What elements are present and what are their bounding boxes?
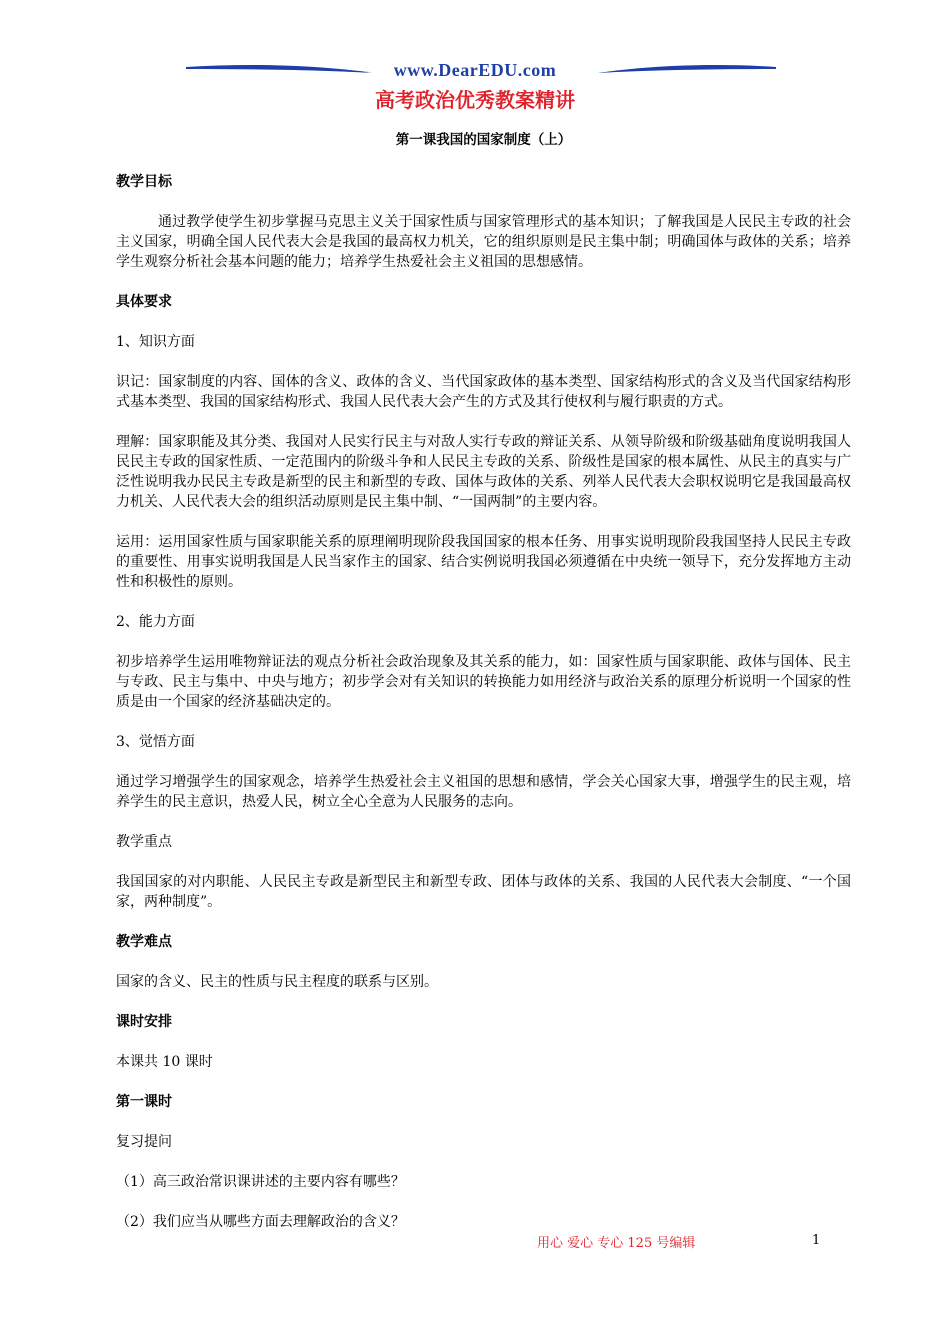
lesson1-heading: 第一课时 bbox=[116, 1094, 172, 1110]
requirements-heading: 具体要求 bbox=[116, 294, 172, 310]
lesson-title: 第一课我国的国家制度（上） bbox=[395, 132, 572, 148]
knowledge-understand-paragraph: 理解：国家职能及其分类、我国对人民实行民主与对敌人实行专政的辩证关系、从领导阶级和阶级基础角度说明我国人民民主专政的国家性质、一定范围内的阶级斗争和人民民主专政的关系、阶级性是国家的根本属性、从民主的真实与广泛性说明我办民民主专政是新型的民主和新型的专政、国体与政体的关系、列举人民代表大会职权说明它是我国最高权力机关、人民代表大会的组织活动原则是民主集中制、“一国两制”的主要内容。 bbox=[116, 434, 851, 510]
goals-paragraph: 通过教学使学生初步掌握马克思主义关于国家性质与国家管理形式的基本知识；了解我国是人民民主专政的社会主义国家，明确全国人民代表大会是我国的最高权力机关，它的组织原则是民主集中制；明确国体与政体的关系；培养学生观察分析社会基本问题的能力；培养学生热爱社会主义祖国的思想感情。 bbox=[116, 214, 851, 270]
document-body bbox=[116, 128, 851, 1252]
knowledge-heading: 1、知识方面 bbox=[116, 334, 195, 350]
awareness-paragraph: 通过学习增强学生的国家观念，培养学生热爱社会主义祖国的思想和感情，学会关心国家大事，增强学生的民主观，培养学生的民主意识，热爱人民，树立全心全意为人民服务的志向。 bbox=[116, 774, 851, 810]
schedule-paragraph: 本课共 10 课时 bbox=[116, 1054, 213, 1070]
difficulty-paragraph: 国家的含义、民主的性质与民主程度的联系与区别。 bbox=[116, 974, 438, 990]
review-heading: 复习提问 bbox=[116, 1134, 172, 1150]
knowledge-recall-paragraph: 识记：国家制度的内容、国体的含义、政体的含义、当代国家政体的基本类型、国家结构形式的含义及当代国家结构形式基本类型、我国的国家结构形式、我国人民代表大会产生的方式及其行使权利与履行职责的方式。 bbox=[116, 374, 851, 410]
focus-paragraph: 我国国家的对内职能、人民民主专政是新型民主和新型专政、团体与政体的关系、我国的人民代表大会制度、“一个国家，两种制度”。 bbox=[116, 874, 851, 910]
question-2: （2）我们应当从哪些方面去理解政治的含义？ bbox=[116, 1214, 405, 1230]
ability-heading: 2、能力方面 bbox=[116, 614, 195, 630]
knowledge-apply-paragraph: 运用：运用国家性质与国家职能关系的原理阐明现阶段我国国家的根本任务、用事实说明现阶段我国坚持人民民主专政的重要性、用事实说明我国是人民当家作主的国家、结合实例说明我国必须遵循在中央统一领导下，充分发挥地方主动性和积极性的原则。 bbox=[116, 534, 851, 590]
page-number: 1 bbox=[812, 1233, 821, 1248]
question-1: （1）高三政治常识课讲述的主要内容有哪些？ bbox=[116, 1174, 405, 1190]
difficulty-heading: 教学难点 bbox=[116, 934, 172, 950]
ability-paragraph: 初步培养学生运用唯物辩证法的观点分析社会政治现象及其关系的能力，如：国家性质与国家职能、政体与国体、民主与专政、民主与集中、中央与地方；初步学会对有关知识的转换能力如用经济与政治关系的原理分析说明一个国家的性质是由一个国家的经济基础决定的。 bbox=[116, 654, 851, 710]
site-url: www.DearEDU.com bbox=[393, 60, 557, 80]
awareness-heading: 3、觉悟方面 bbox=[116, 734, 195, 750]
focus-heading: 教学重点 bbox=[116, 834, 172, 850]
brand-title: 高考政治优秀教案精讲 bbox=[375, 88, 575, 112]
footer-note: 用心 爱心 专心 125 号编辑 bbox=[537, 1236, 696, 1251]
goals-heading: 教学目标 bbox=[116, 174, 172, 190]
schedule-heading: 课时安排 bbox=[116, 1014, 172, 1030]
